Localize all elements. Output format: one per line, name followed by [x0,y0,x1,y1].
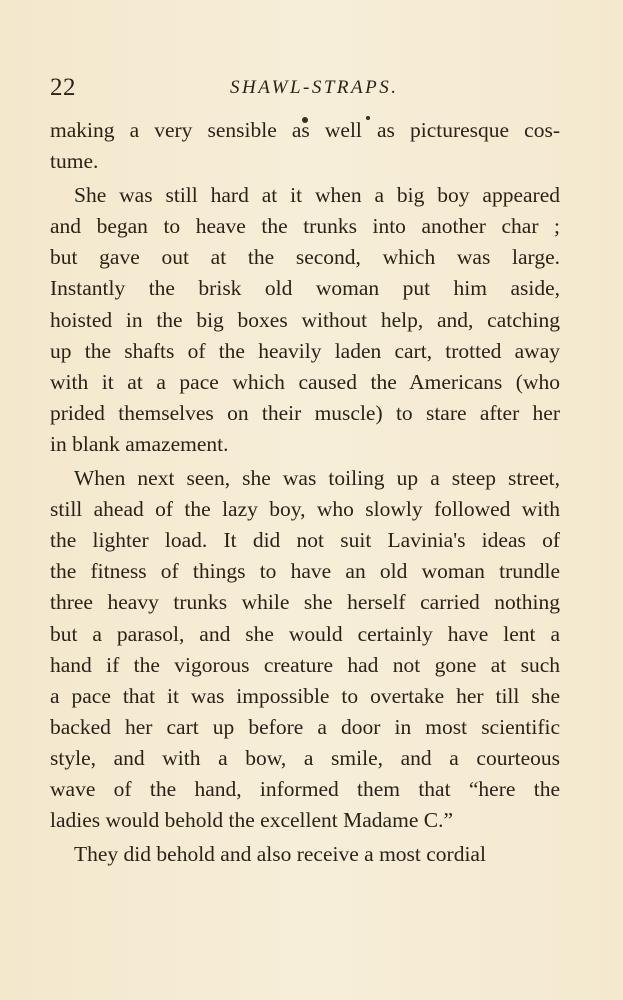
text-line: but a parasol, and she would certainly have lent a [50,621,560,646]
text-line: wave of the hand, informed them that “here the [50,776,560,801]
body-text [50,115,560,870]
text-line: hoisted in the big boxes without help, and, catching [50,307,560,332]
text-line: ladies would behold the excellent Madame C.” [50,808,453,833]
paragraph [50,115,560,177]
text-line: She was still hard at it when a big boy appeared [74,183,560,208]
text-line: tume. [50,149,99,174]
text-line: hand if the vigorous creature had not gone at such [50,652,560,677]
running-head [50,74,560,108]
text-line: a pace that it was impossible to overtake her till she [50,683,560,708]
paragraph [50,180,560,460]
text-line: Instantly the brisk old woman put him aside, [50,276,560,301]
text-line: up the shafts of the heavily laden cart, trotted away [50,338,560,363]
text-line: style, and with a bow, a smile, and a courteous [50,745,560,770]
text-line: the fitness of things to have an old woman trundle [50,559,560,584]
text-line: with it at a pace which caused the Americans (who [50,369,560,394]
text-line: prided themselves on their muscle) to stare after her [50,400,560,425]
text-line: three heavy trunks while she herself carried nothing [50,590,560,615]
text-line: but gave out at the second, which was large. [50,245,560,270]
running-title: SHAWL-STRAPS. [230,77,399,98]
text-line: still ahead of the lazy boy, who slowly followed with [50,497,560,522]
paragraph [50,463,560,836]
text-line: When next seen, she was toiling up a steep street, [74,466,560,491]
text-line: backed her cart up before a door in most scientific [50,714,560,739]
text-line: They did behold and also receive a most cordial [74,842,486,867]
paragraph [50,839,560,870]
page-number: 22 [50,74,76,101]
text-line: in blank amazement. [50,431,229,456]
text-line: the lighter load. It did not suit Lavinia's ideas of [50,528,560,553]
text-line: making a very sensible as well as picturesque cos- [50,118,560,142]
text-line: and began to heave the trunks into another char ; [50,214,560,239]
